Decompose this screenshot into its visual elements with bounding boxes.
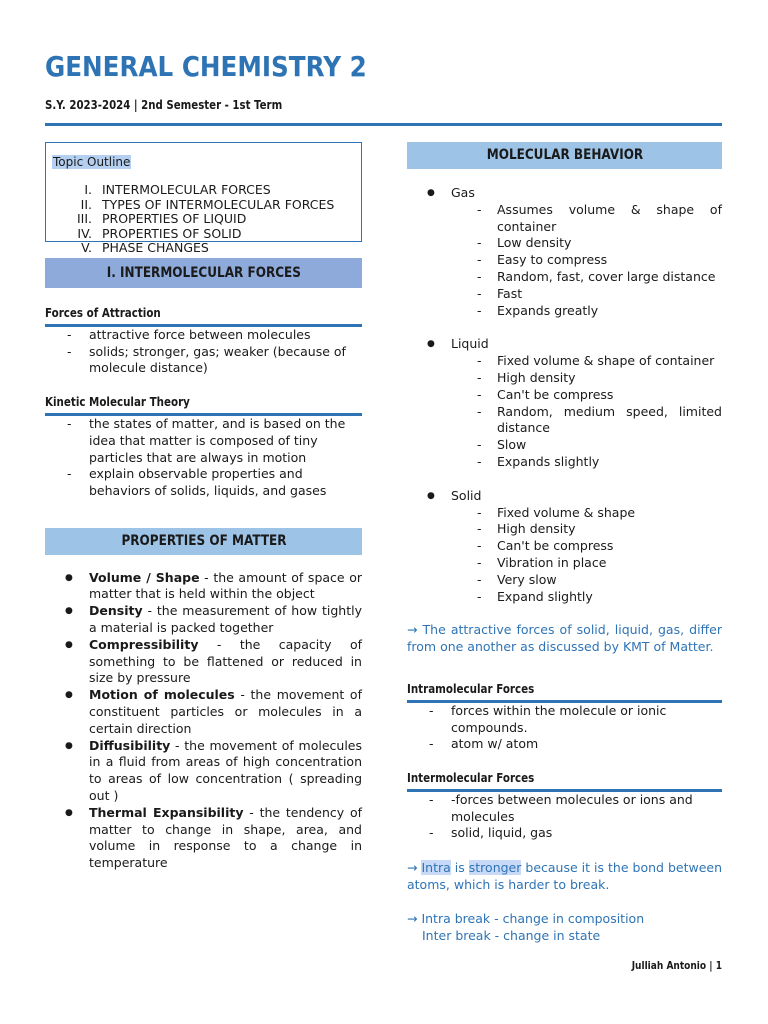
properties-list [45,570,362,872]
list-item: - -forces between molecules or ions and molecules [407,792,722,825]
state-gas: ● Gas [407,185,722,202]
liquid-list [407,353,722,471]
property-item: ● Thermal Expansibility - the tendency of matter to change in shape, area, and volume in response to a change in temperature [45,805,362,872]
property-item: ● Diffusibility - the movement of molecules in a fluid from areas of high concentration to areas of low concentration ( spreading out ) [45,738,362,805]
outline-item: V. PHASE CHANGES [96,241,355,256]
list-item: - Expand slightly [407,589,722,606]
list-item: - attractive force between molecules [45,327,362,344]
left-column [45,142,362,872]
properties-banner: PROPERTIES OF MATTER [45,528,362,555]
list-item: - Assumes volume & shape of container [407,202,722,236]
outline-item: IV. PROPERTIES OF SOLID [96,227,355,242]
list-item: - Expands slightly [407,454,722,471]
topic-outline-list [52,183,355,256]
liquid-block [407,336,722,470]
imf-banner: I. INTERMOLECULAR FORCES [45,258,362,288]
list-item: - Very slow [407,572,722,589]
outline-item: II. TYPES OF INTERMOLECULAR FORCES [96,198,355,213]
page-footer: Julliah Antonio | 1 [631,960,722,972]
list-item: - Fixed volume & shape of container [407,353,722,370]
list-item: - High density [407,521,722,538]
kmt-heading: Kinetic Molecular Theory [45,395,190,410]
break-note-line: → Intra break - change in composition [407,910,645,926]
intermolecular-list [407,792,722,842]
list-item: - explain observable properties and behaviors of solids, liquids, and gases [45,466,362,499]
property-item: ● Density - the measurement of how tightly a material is packed together [45,603,362,637]
list-item: - Random, medium speed, limited distance [407,404,722,438]
kmt-note: → The attractive forces of solid, liquid, gas, differ from one another as discussed by KMT of Matter. [407,622,722,655]
highlight-stronger: stronger [468,860,522,876]
kmt-list [45,416,362,500]
list-item: - atom w/ atom [407,736,722,753]
outline-item: III. PROPERTIES OF LIQUID [96,212,355,227]
kmt-section [45,395,362,500]
break-note [407,911,722,945]
list-item: - solids; stronger, gas; weaker (because of molecule distance) [45,344,362,377]
solid-block [407,488,722,606]
list-item: - Random, fast, cover large distance [407,269,722,286]
intramolecular-list [407,703,722,753]
list-item: - Can't be compress [407,387,722,404]
list-item: - Vibration in place [407,555,722,572]
break-note-line: Inter break - change in state [422,927,601,943]
intramolecular-heading: Intramolecular Forces [407,681,535,696]
state-solid: ● Solid [407,488,722,505]
outline-item: I. INTERMOLECULAR FORCES [96,183,355,198]
list-item: - Can't be compress [407,538,722,555]
intra-stronger-note: → Intra is stronger because it is the bond between atoms, which is harder to break. [407,860,722,892]
gas-block [407,185,722,319]
forces-of-attraction-heading: Forces of Attraction [45,306,161,320]
list-item: - Low density [407,235,722,252]
intermolecular-heading: Intermolecular Forces [407,771,535,786]
list-item: - Fast [407,286,722,303]
intermolecular-section [407,771,722,842]
gas-list [407,202,722,320]
right-column [407,142,722,944]
solid-list [407,505,722,606]
list-item: - Fixed volume & shape [407,505,722,522]
molecular-behavior-banner: MOLECULAR BEHAVIOR [407,142,722,169]
list-item: - High density [407,370,722,387]
list-item: - solid, liquid, gas [407,825,722,842]
topic-outline-title: Topic Outline [53,155,131,169]
list-item: - the states of matter, and is based on the idea that matter is composed of tiny particles that are always in motion [45,416,362,466]
list-item: - forces within the molecule or ionic compounds. [407,703,722,736]
list-item: - Expands greatly [407,303,722,320]
property-item: ● Compressibility - the capacity of something to be flattened or reduced in size by pressure [45,637,362,687]
forces-of-attraction-section [45,306,362,377]
list-item: - Easy to compress [407,252,722,269]
topic-outline-box [45,142,362,255]
state-liquid: ● Liquid [407,336,722,353]
property-item: ● Motion of molecules - the movement of constituent particles or molecules in a certain direction [45,687,362,737]
header-rule [45,123,722,126]
document-subtitle: S.Y. 2023-2024 | 2nd Semester - 1st Term [45,98,283,112]
forces-of-attraction-list [45,327,362,377]
intramolecular-section [407,682,722,753]
property-item: ● Volume / Shape - the amount of space or matter that is held within the object [45,570,362,604]
list-item: - Slow [407,437,722,454]
document-title: GENERAL CHEMISTRY 2 [45,50,367,83]
highlight-intra: Intra [421,860,451,876]
